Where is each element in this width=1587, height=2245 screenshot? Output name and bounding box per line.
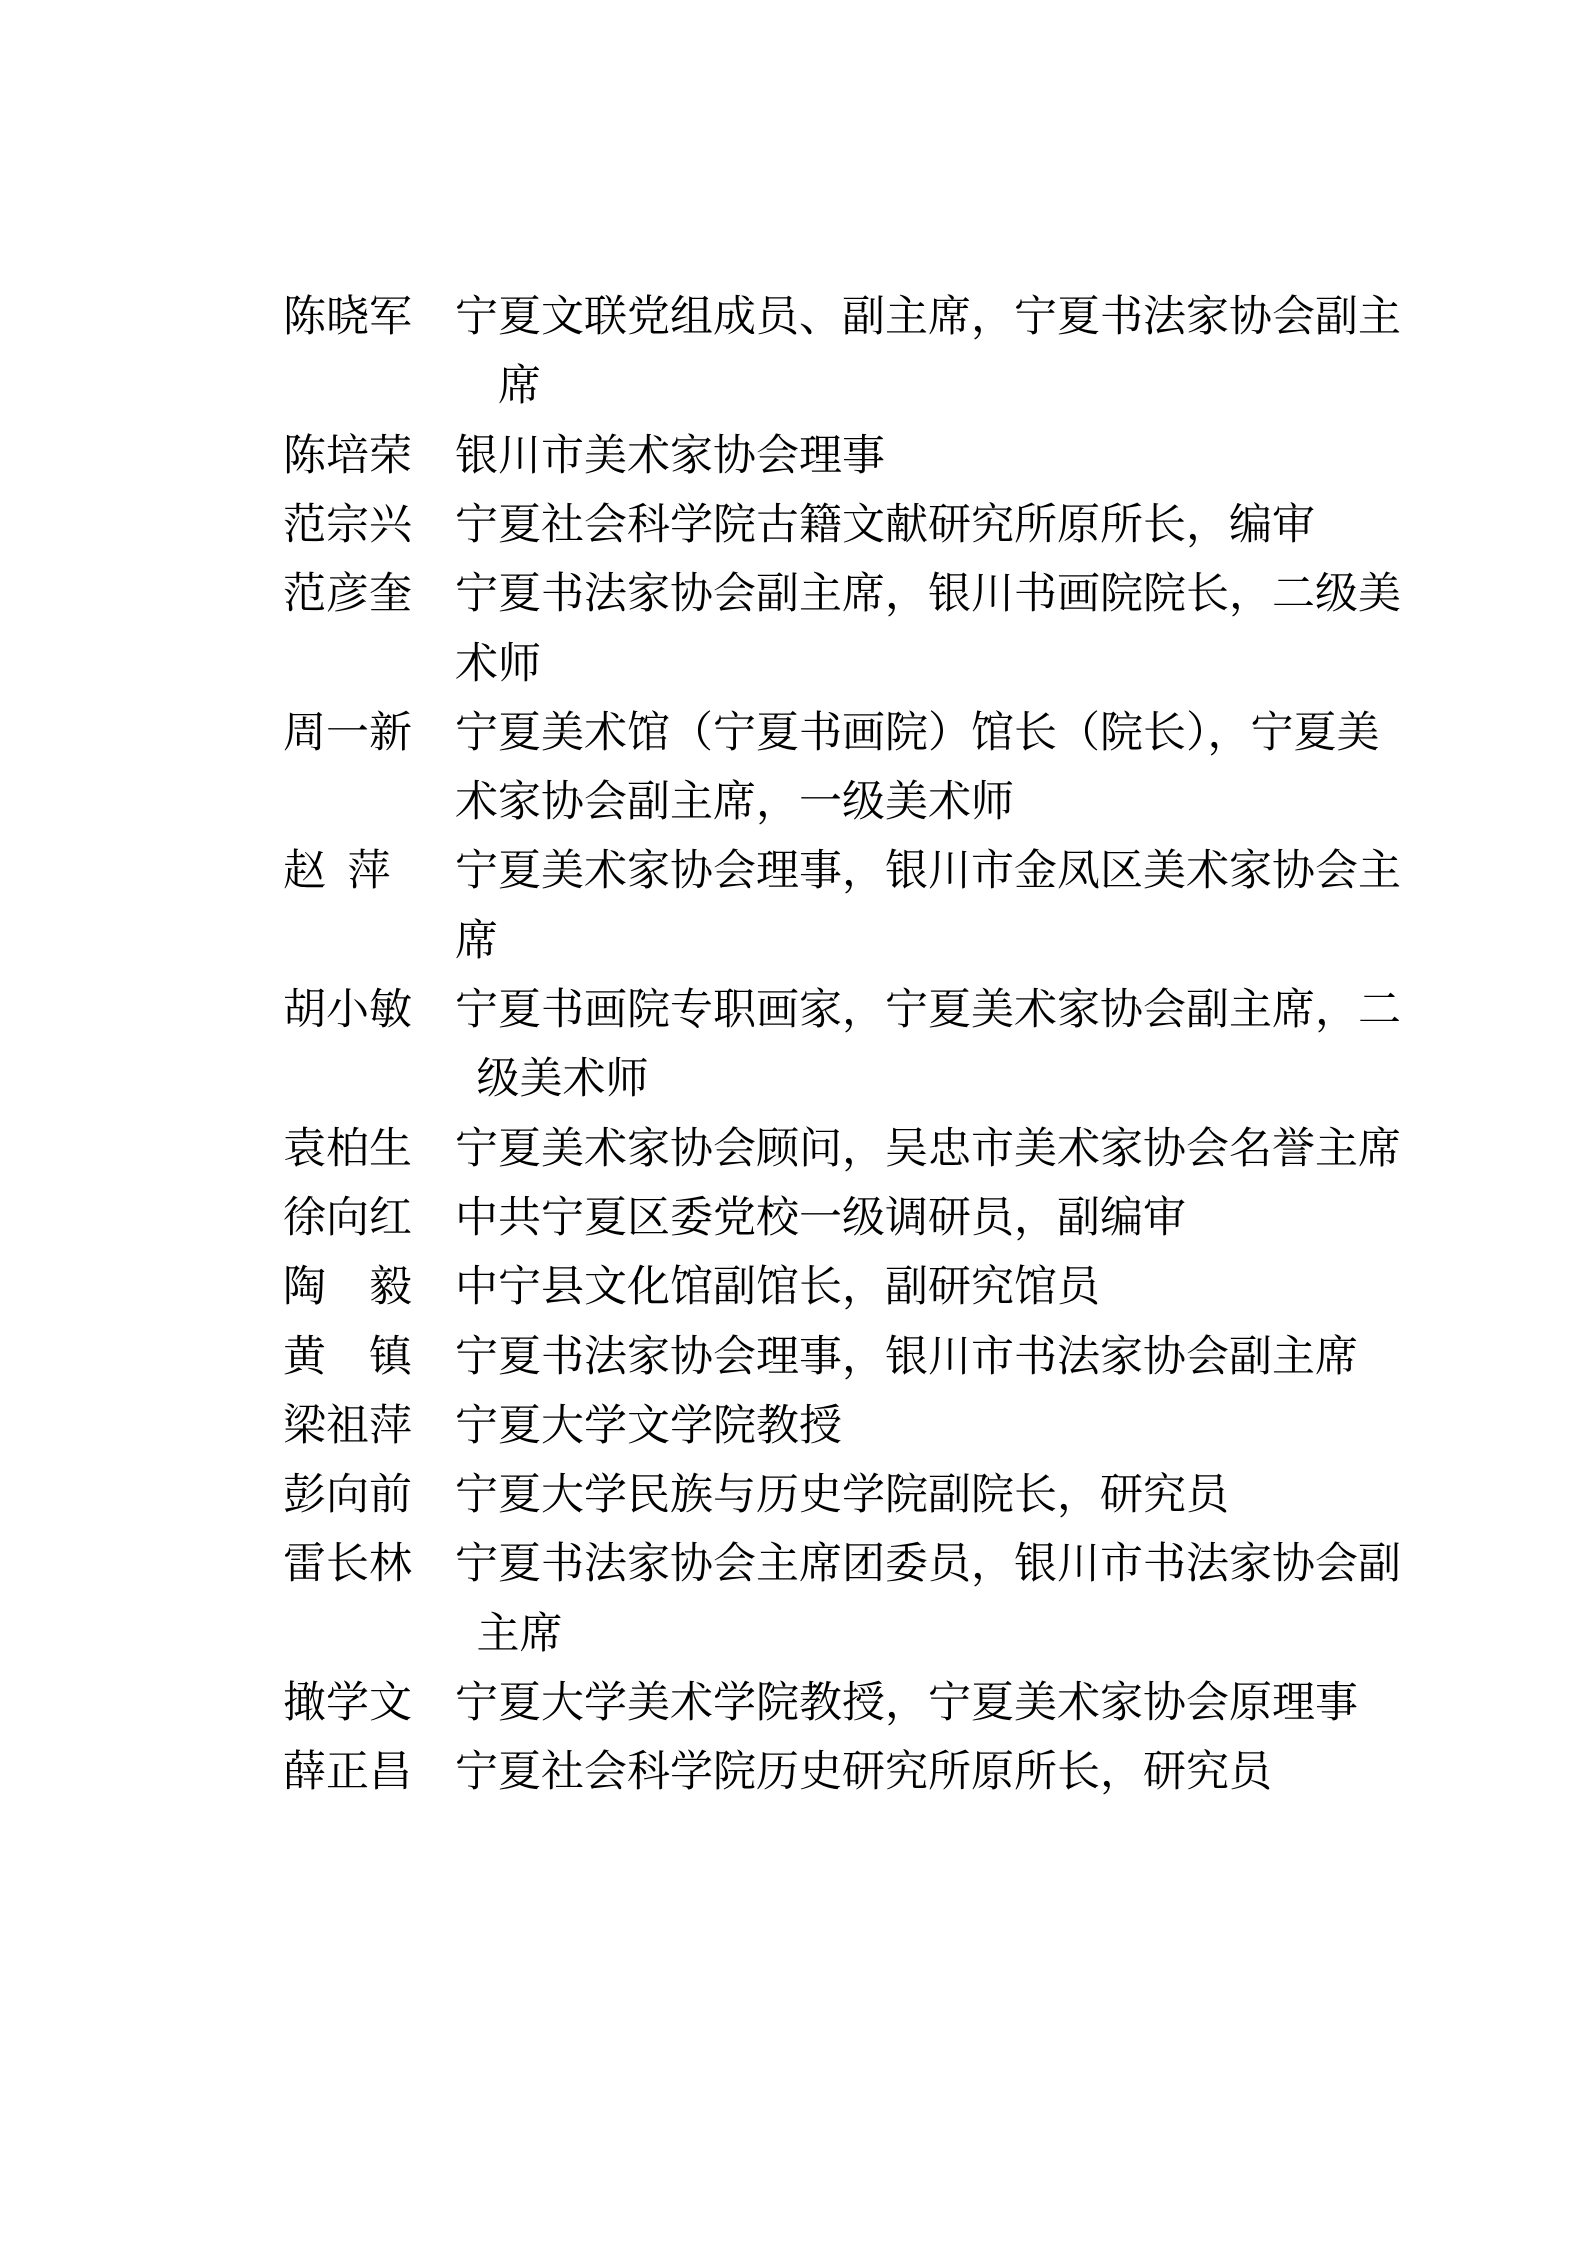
person-name: 周一新 [283, 710, 412, 757]
roster-line [0, 500, 1587, 569]
person-name: 范彦奎 [283, 571, 412, 618]
person-name: 赵 萍 [283, 848, 391, 895]
roster-line [0, 569, 1587, 638]
person-title: 宁夏书法家协会主席团委员，银川市书法家协会副 [455, 1541, 1401, 1588]
person-title: 宁夏书法家协会副主席，银川书画院院长，二级美 [455, 571, 1401, 618]
person-title: 宁夏大学民族与历史学院副院长，研究员 [455, 1472, 1229, 1519]
person-title: 中共宁夏区委党校一级调研员，副编审 [455, 1195, 1186, 1242]
roster-line [0, 361, 1587, 430]
person-title: 宁夏大学美术学院教授，宁夏美术家协会原理事 [455, 1680, 1358, 1727]
person-title: 银川市美术家协会理事 [455, 433, 885, 480]
roster-line [0, 431, 1587, 500]
roster-line [0, 1539, 1587, 1608]
person-title-continuation: 术家协会副主席，一级美术师 [455, 779, 1014, 826]
roster-line [0, 1124, 1587, 1193]
person-title: 宁夏美术家协会理事，银川市金凤区美术家协会主 [455, 848, 1401, 895]
person-name: 胡小敏 [283, 987, 412, 1034]
person-title: 宁夏书法家协会理事，银川市书法家协会副主席 [455, 1334, 1358, 1381]
person-name: 雷长林 [283, 1541, 412, 1588]
person-name: 撖学文 [283, 1680, 412, 1727]
roster-line [0, 1678, 1587, 1747]
person-title-continuation: 级美术师 [455, 1056, 649, 1103]
roster-line [0, 1193, 1587, 1262]
roster-line [0, 1609, 1587, 1678]
person-name: 黄 镇 [283, 1334, 412, 1381]
person-title: 宁夏美术馆（宁夏书画院）馆长（院长），宁夏美 [455, 710, 1380, 757]
person-title: 宁夏美术家协会顾问，吴忠市美术家协会名誉主席 [455, 1126, 1401, 1173]
person-name: 徐向红 [283, 1195, 412, 1242]
roster-line [0, 777, 1587, 846]
person-title: 宁夏大学文学院教授 [455, 1403, 842, 1450]
person-title: 中宁县文化馆副馆长，副研究馆员 [455, 1264, 1100, 1311]
person-title: 宁夏文联党组成员、副主席，宁夏书法家协会副主 [455, 294, 1401, 341]
person-title: 宁夏社会科学院历史研究所原所长，研究员 [455, 1749, 1272, 1796]
person-name: 陶 毅 [283, 1264, 412, 1311]
person-name: 陈晓军 [283, 294, 412, 341]
person-title: 宁夏书画院专职画家，宁夏美术家协会副主席，二 [455, 987, 1401, 1034]
person-name: 范宗兴 [283, 502, 412, 549]
roster-line [0, 985, 1587, 1054]
roster-line [0, 1747, 1587, 1816]
roster-line [0, 1332, 1587, 1401]
person-name: 梁祖萍 [283, 1403, 412, 1450]
roster-line [0, 639, 1587, 708]
person-title: 宁夏社会科学院古籍文献研究所原所长，编审 [455, 502, 1315, 549]
person-name: 薛正昌 [283, 1749, 412, 1796]
person-name: 陈培荣 [283, 433, 412, 480]
roster-line [0, 846, 1587, 915]
person-title-continuation: 席 [455, 363, 541, 410]
person-title-continuation: 主席 [455, 1611, 563, 1658]
roster-line [0, 708, 1587, 777]
person-name: 彭向前 [283, 1472, 412, 1519]
roster-line [0, 916, 1587, 985]
roster-line [0, 1401, 1587, 1470]
roster-line [0, 1470, 1587, 1539]
roster-line [0, 292, 1587, 361]
person-title-continuation: 席 [455, 918, 498, 965]
person-name: 袁柏生 [283, 1126, 412, 1173]
person-title-continuation: 术师 [455, 641, 541, 688]
roster-line [0, 1262, 1587, 1331]
roster-line [0, 1054, 1587, 1123]
